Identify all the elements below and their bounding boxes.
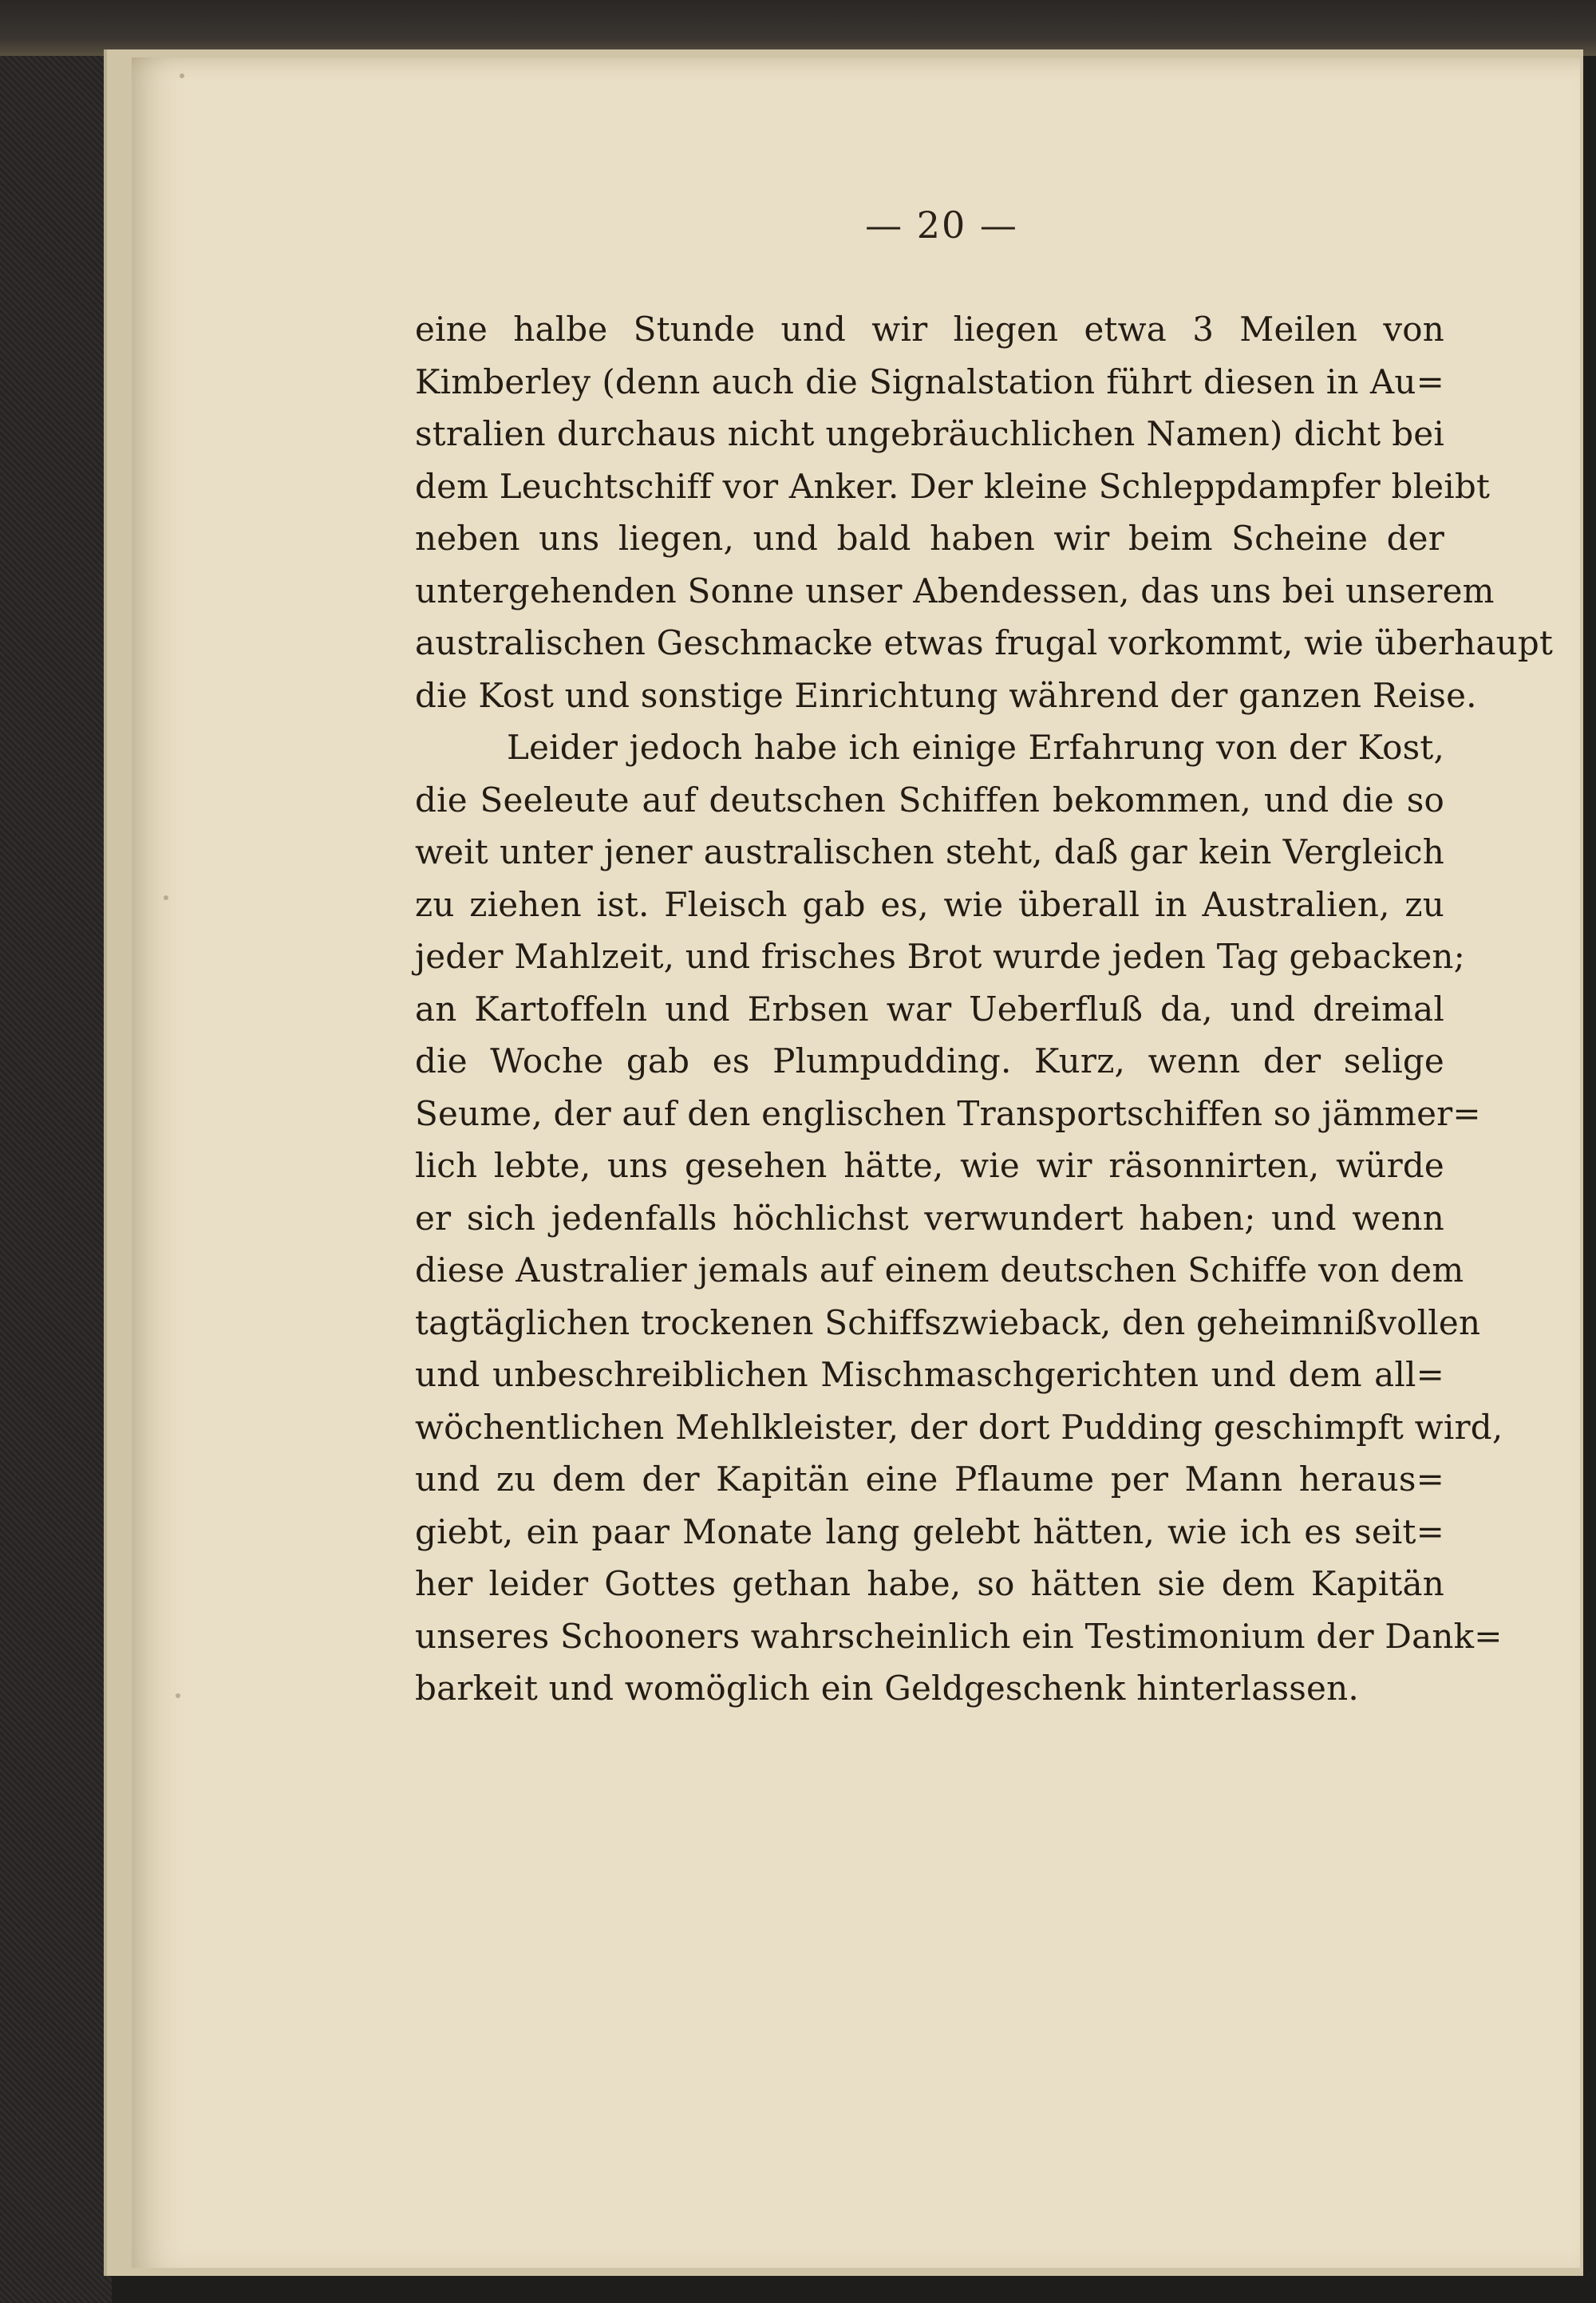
text-line: diese Australier jemals auf einem deutschen Schiffe von dem bbox=[415, 1250, 1464, 1290]
text-line: jeder Mahlzeit, und frisches Brot wurde jeden Tag gebacken; bbox=[415, 937, 1466, 976]
text-line: weit unter jener australischen steht, daß gar kein Vergleich bbox=[415, 832, 1444, 871]
text-line: giebt, ein paar Monate lang gelebt hätten, wie ich es seit= bbox=[415, 1511, 1444, 1551]
body-text bbox=[415, 303, 1554, 1715]
text-line: untergehenden Sonne unser Abendessen, das uns bei unserem bbox=[415, 571, 1495, 610]
text-line: die Kost und sonstige Einrichtung während der ganzen Reise. bbox=[415, 675, 1477, 715]
text-line: dem Leuchtschiff vor Anker. Der kleine Schleppdampfer bleibt bbox=[415, 466, 1491, 506]
page-number: — 20 — bbox=[865, 203, 1018, 247]
text-line: tagtäglichen trockenen Schiffszwieback, den geheimnißvollen bbox=[415, 1302, 1481, 1342]
text-line: die Seeleute auf deutschen Schiffen bekommen, und die so bbox=[415, 780, 1444, 820]
text-line: er sich jedenfalls höchlichst verwundert haben; und wenn bbox=[415, 1198, 1444, 1238]
paper-speck bbox=[164, 895, 168, 900]
cover-top-edge bbox=[0, 0, 1596, 56]
text-line: stralien durchaus nicht ungebräuchlichen Namen) dicht bei bbox=[415, 414, 1444, 453]
text-line: Seume, der auf den englischen Transportschiffen so jämmer= bbox=[415, 1093, 1481, 1133]
text-line: unseres Schooners wahrscheinlich ein Testimonium der Dank= bbox=[415, 1616, 1503, 1656]
text-line: Kimberley (denn auch die Signalstation führt diesen in Au= bbox=[415, 361, 1444, 401]
text-line: barkeit und womöglich ein Geldgeschenk hinterlassen. bbox=[415, 1669, 1359, 1708]
cover-spine-texture bbox=[0, 0, 112, 2303]
text-line: wöchentlichen Mehlkleister, der dort Pudding geschimpft wird, bbox=[415, 1407, 1503, 1447]
text-line: neben uns liegen, und bald haben wir beim Scheine der bbox=[415, 519, 1444, 558]
text-line: zu ziehen ist. Fleisch gab es, wie überall in Australien, zu bbox=[415, 884, 1444, 924]
paper-speck bbox=[180, 73, 184, 78]
text-line: lich lebte, uns gesehen hätte, wie wir räsonnirten, würde bbox=[415, 1146, 1444, 1185]
text-line: an Kartoffeln und Erbsen war Ueberfluß da, und dreimal bbox=[415, 989, 1444, 1029]
paper-speck bbox=[176, 1693, 180, 1698]
text-line: australischen Geschmacke etwas frugal vorkommt, wie überhaupt bbox=[415, 623, 1554, 662]
text-line: Leider jedoch habe ich einige Erfahrung von der Kost, bbox=[507, 728, 1444, 767]
text-line: und unbeschreiblichen Mischmaschgerichten und dem all= bbox=[415, 1355, 1444, 1394]
text-line: und zu dem der Kapitän eine Pflaume per Mann heraus= bbox=[415, 1460, 1444, 1499]
text-line: eine halbe Stunde und wir liegen etwa 3 Meilen von bbox=[415, 310, 1444, 349]
text-line: die Woche gab es Plumpudding. Kurz, wenn der selige bbox=[415, 1041, 1444, 1080]
text-line: her leider Gottes gethan habe, so hätten sie dem Kapitän bbox=[415, 1564, 1444, 1603]
